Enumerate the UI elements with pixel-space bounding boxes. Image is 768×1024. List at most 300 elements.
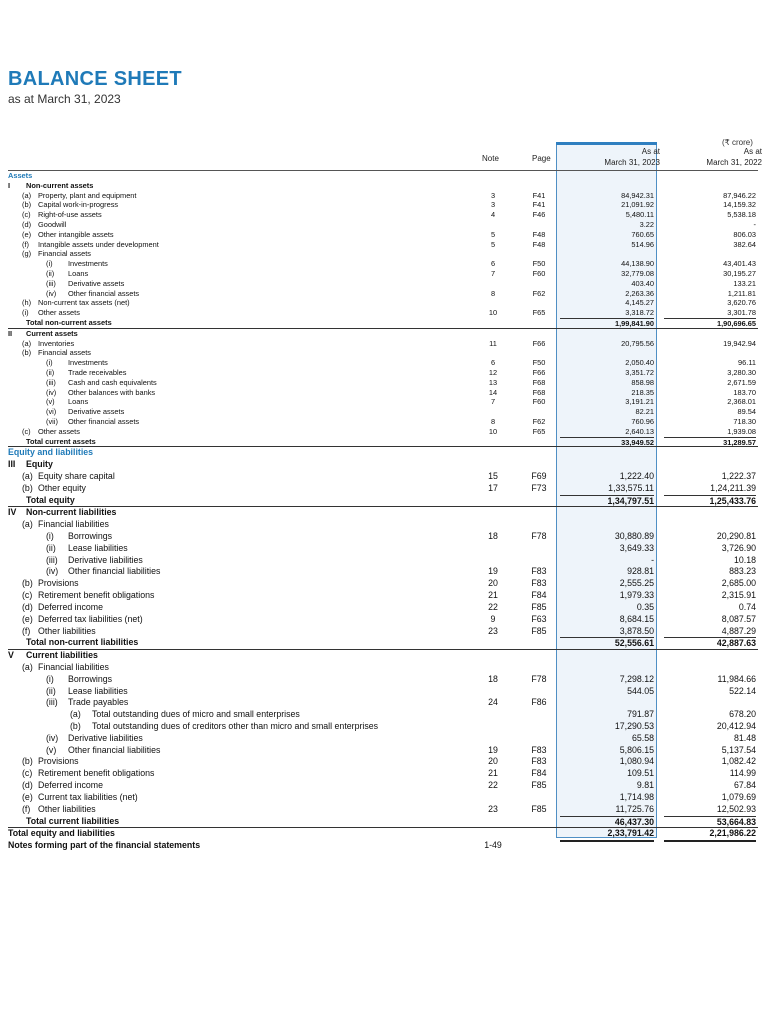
table-row — [8, 339, 758, 349]
row-value-2023: 33,949.52 — [560, 437, 654, 448]
row-label-text: Total current assets — [26, 436, 96, 446]
header-current-year-line1: As at — [641, 147, 660, 156]
row-label — [8, 378, 157, 388]
row-item-letter: (iii) — [46, 278, 56, 288]
row-label-text: Financial liabilities — [38, 519, 109, 530]
row-value-2022: - — [753, 219, 756, 229]
row-label — [8, 686, 128, 698]
row-value-2023: 2,640.13 — [625, 426, 654, 436]
row-item-letter: (b) — [22, 482, 33, 493]
row-label-text: Total outstanding dues of creditors other than micro and small enterprises — [92, 721, 379, 731]
row-item-letter: (i) — [46, 358, 53, 368]
row-value-2023: 1,34,797.51 — [560, 495, 654, 508]
row-value-2023: 3.22 — [639, 219, 654, 229]
row-value-2022: 11,984.66 — [717, 673, 756, 684]
row-label-text: Trade receivables — [68, 367, 127, 377]
table-row — [8, 816, 758, 829]
row-page: F78 — [531, 531, 547, 541]
table-row — [8, 721, 758, 733]
row-value-2023: 2,050.40 — [625, 358, 654, 368]
table-row — [8, 745, 758, 757]
row-value-2023: 928.81 — [627, 566, 654, 577]
table-row — [8, 417, 758, 427]
table-row — [8, 279, 758, 289]
row-label — [8, 543, 128, 555]
row-label-text: Goodwill — [38, 219, 67, 229]
row-item-letter: (v) — [46, 397, 55, 407]
row-page: F83 — [531, 578, 547, 589]
row-value-2022: 12,502.93 — [716, 803, 756, 814]
page-title: BALANCE SHEET — [8, 68, 182, 90]
row-value-2023: 30,880.89 — [614, 531, 654, 541]
row-item-letter: (iii) — [46, 377, 56, 387]
row-label-text: Equity — [26, 459, 53, 470]
row-note: 7 — [490, 397, 496, 407]
row-value-2023: - — [651, 554, 654, 565]
row-value-2023: 44,138.90 — [621, 259, 654, 269]
row-label-text: Other financial assets — [68, 416, 140, 426]
row-item-letter: (f) — [22, 803, 31, 814]
row-item-letter: (f) — [22, 239, 29, 249]
row-label-text: Non-current tax assets (net) — [38, 298, 130, 308]
row-value-2023: 65.58 — [631, 732, 654, 743]
row-item-letter: (a) — [70, 709, 81, 720]
row-label — [8, 329, 78, 339]
top-margin — [0, 0, 768, 66]
row-value-2022: 718.30 — [733, 416, 756, 426]
row-value-2023: 11,725.76 — [615, 803, 654, 814]
row-note: 11 — [489, 338, 497, 348]
row-label — [8, 191, 136, 201]
row-value-2022: 4,887.29 — [721, 625, 756, 636]
row-value-2022: 1,25,433.76 — [664, 495, 756, 508]
row-note: 8 — [490, 416, 496, 426]
row-item-letter: (iv) — [46, 387, 57, 397]
row-page: F85 — [531, 625, 547, 636]
row-item-letter: (ii) — [46, 367, 55, 377]
row-value-2022: 2,671.59 — [727, 377, 756, 387]
row-note: 9 — [490, 613, 496, 624]
table-row — [8, 531, 758, 543]
table-row — [8, 269, 758, 279]
row-label — [8, 650, 98, 662]
row-label-text: Loans — [68, 397, 89, 407]
row-value-2023: 1,080.94 — [619, 756, 654, 767]
table-row — [8, 181, 758, 191]
table-header — [8, 142, 762, 170]
row-page: F48 — [532, 239, 546, 249]
row-page: F46 — [532, 210, 546, 220]
row-item-letter: (e) — [22, 613, 33, 624]
table-row — [8, 171, 758, 181]
row-note: 23 — [488, 803, 498, 814]
table-row — [8, 388, 758, 398]
table-row — [8, 318, 758, 329]
row-value-2023: 21,091.92 — [621, 200, 654, 210]
row-note: 5 — [490, 229, 496, 239]
row-label-text: Retirement benefit obligations — [38, 590, 155, 601]
table-row — [8, 590, 758, 602]
row-value-2023: 17,290.53 — [614, 721, 654, 731]
row-roman-numeral: III — [8, 459, 16, 470]
row-note: 14 — [488, 387, 498, 397]
row-value-2022: 96.11 — [738, 358, 756, 368]
row-item-letter: (c) — [22, 426, 31, 436]
row-label — [8, 259, 108, 269]
table-row — [8, 447, 758, 459]
row-note: 10 — [488, 426, 498, 436]
row-item-letter: (vii) — [46, 416, 58, 426]
row-label-text: Assets — [8, 171, 33, 180]
table-row — [8, 378, 758, 388]
row-value-2023: 52,556.61 — [560, 637, 654, 650]
row-value-2022: 3,726.90 — [721, 542, 756, 553]
row-item-letter: (f) — [22, 625, 31, 636]
row-label-text: Deferred income — [38, 780, 104, 791]
row-value-2022: 133.21 — [733, 278, 756, 288]
table-row — [8, 804, 758, 816]
row-value-2023: 2,33,791.42 — [560, 828, 654, 842]
row-label-text: Total equity and liabilities — [8, 828, 115, 839]
row-note: 24 — [488, 697, 498, 708]
table-row — [8, 397, 758, 407]
row-note: 6 — [490, 259, 496, 269]
row-item-letter: (d) — [22, 219, 32, 229]
row-label-text: Financial liabilities — [38, 661, 109, 672]
row-item-letter: (a) — [22, 519, 33, 530]
row-label-text: Loans — [68, 268, 89, 278]
row-label — [8, 756, 79, 768]
table-row — [8, 329, 758, 339]
table-row — [8, 459, 758, 471]
row-value-2022: 19,942.94 — [723, 338, 756, 348]
row-value-2022: 14,159.32 — [723, 200, 756, 210]
header-previous-year-line1: As at — [743, 147, 762, 156]
row-value-2022: 522.14 — [729, 685, 756, 696]
row-label-text: Borrowings — [68, 531, 113, 541]
row-label-text: Other liabilities — [38, 625, 96, 636]
table-row — [8, 626, 758, 638]
row-label — [8, 471, 115, 483]
row-value-2023: 3,351.72 — [625, 367, 654, 377]
row-label-text: Capital work-in-progress — [38, 200, 119, 210]
header-current-year-line2: March 31, 2023 — [604, 158, 660, 167]
row-label-text: Equity and liabilities — [8, 447, 94, 458]
row-value-2022: 1,082.42 — [721, 756, 756, 767]
row-note: 20 — [488, 756, 498, 767]
row-value-2023: 1,979.33 — [619, 590, 654, 601]
row-roman-numeral: V — [8, 650, 14, 661]
row-item-letter: (d) — [22, 780, 33, 791]
row-value-2022: 1,90,696.65 — [664, 318, 756, 329]
table-row — [8, 437, 758, 448]
row-label — [8, 298, 130, 308]
row-item-letter: (h) — [22, 298, 32, 308]
row-label — [8, 417, 139, 427]
row-value-2022: 883.23 — [729, 566, 756, 577]
row-page: F66 — [532, 338, 546, 348]
row-label — [8, 531, 112, 543]
row-label — [8, 662, 109, 674]
row-label-text: Deferred income — [38, 601, 104, 612]
row-page: F85 — [531, 803, 547, 814]
row-item-letter: (c) — [22, 768, 33, 779]
row-note: 21 — [488, 590, 498, 601]
row-label — [8, 637, 138, 649]
row-item-letter: (i) — [46, 259, 53, 269]
row-label — [8, 459, 53, 471]
row-note: 22 — [488, 601, 498, 612]
row-label-text: Investments — [68, 259, 108, 269]
row-value-2022: 2,368.01 — [727, 397, 756, 407]
table-row — [8, 348, 758, 358]
table-row — [8, 289, 758, 299]
row-item-letter: (iv) — [46, 288, 57, 298]
row-value-2023: 84,942.31 — [621, 190, 654, 200]
row-item-letter: (c) — [22, 590, 33, 601]
row-label-text: Derivative liabilities — [68, 732, 143, 743]
row-note: 23 — [488, 625, 498, 636]
row-value-2023: 20,795.56 — [621, 338, 654, 348]
row-label — [8, 289, 139, 299]
table-row — [8, 578, 758, 590]
table-row — [8, 650, 758, 662]
row-value-2022: 87,946.22 — [723, 190, 756, 200]
row-item-letter: (ii) — [46, 542, 56, 553]
row-page: F86 — [531, 697, 547, 708]
row-value-2023: 3,318.72 — [625, 308, 654, 318]
row-page: F60 — [532, 268, 546, 278]
row-label — [8, 566, 160, 578]
row-note: 6 — [490, 358, 496, 368]
row-value-2022: 3,620.76 — [727, 298, 756, 308]
row-label-text: Financial assets — [38, 249, 91, 259]
table-row — [8, 368, 758, 378]
row-label-text: Other balances with banks — [68, 387, 156, 397]
table-row — [8, 210, 758, 220]
row-roman-numeral: I — [8, 180, 11, 190]
row-label — [8, 495, 75, 507]
balance-sheet-table — [8, 171, 758, 852]
row-label — [8, 828, 115, 840]
row-note: 18 — [488, 531, 498, 541]
row-label-text: Borrowings — [68, 673, 113, 684]
row-value-2022: 1,079.69 — [721, 791, 756, 802]
row-page: F65 — [532, 426, 546, 436]
row-value-2023: 5,480.11 — [625, 210, 654, 220]
page-subtitle: as at March 31, 2023 — [8, 92, 121, 106]
currency-unit: (₹ crore) — [722, 138, 753, 147]
row-note: 18 — [488, 673, 498, 684]
row-item-letter: (e) — [22, 229, 32, 239]
row-label-text: Total current liabilities — [26, 815, 120, 826]
row-page: F41 — [532, 190, 546, 200]
row-item-letter: (g) — [22, 249, 32, 259]
row-item-letter: (iv) — [46, 566, 59, 577]
table-row — [8, 240, 758, 250]
row-value-2022: 10.18 — [733, 554, 756, 565]
row-label-text: Other assets — [38, 426, 80, 436]
row-label-text: Deferred tax liabilities (net) — [38, 613, 143, 624]
row-value-2023: 1,714.98 — [619, 791, 654, 802]
row-label-text: Investments — [68, 358, 108, 368]
row-value-2022: 0.74 — [738, 601, 756, 612]
row-note: 21 — [488, 768, 498, 779]
row-item-letter: (iii) — [46, 697, 58, 708]
row-page: F83 — [531, 566, 547, 577]
row-value-2022: 42,887.63 — [664, 637, 756, 650]
table-row — [8, 543, 758, 555]
table-row — [8, 756, 758, 768]
row-value-2022: 114.99 — [729, 768, 756, 779]
table-row — [8, 519, 758, 531]
row-label — [8, 614, 143, 626]
row-note: 3 — [490, 190, 496, 200]
table-row — [8, 259, 758, 269]
row-item-letter: (b) — [22, 200, 32, 210]
row-value-2022: 183.70 — [733, 387, 756, 397]
row-item-letter: (v) — [46, 744, 57, 755]
row-label-text: Current liabilities — [26, 650, 98, 661]
row-page: F68 — [532, 387, 546, 397]
row-item-letter: (ii) — [46, 268, 55, 278]
row-value-2022: 31,289.57 — [664, 437, 756, 448]
row-value-2023: 3,878.50 — [619, 625, 654, 636]
row-label — [8, 578, 79, 590]
row-page: F65 — [532, 308, 546, 318]
row-label — [8, 590, 154, 602]
row-item-letter: (ii) — [46, 685, 56, 696]
header-current-year — [560, 146, 660, 168]
row-label — [8, 816, 119, 828]
row-label — [8, 792, 138, 804]
row-label — [8, 626, 96, 638]
row-value-2022: 3,301.78 — [727, 308, 756, 318]
row-label — [8, 210, 102, 220]
row-label-text: Non-current assets — [26, 180, 94, 190]
row-item-letter: (a) — [22, 470, 33, 481]
row-item-letter: (i) — [22, 308, 29, 318]
table-row — [8, 507, 758, 519]
table-row — [8, 780, 758, 792]
row-item-letter: (a) — [22, 661, 33, 672]
row-value-2022: 89.54 — [737, 407, 756, 417]
row-label-text: Other assets — [38, 308, 80, 318]
row-value-2023: 46,437.30 — [560, 816, 654, 829]
row-value-2022: 8,087.57 — [721, 613, 756, 624]
table-row — [8, 308, 758, 318]
row-value-2023: 2,555.25 — [619, 578, 654, 589]
row-label — [8, 318, 112, 328]
row-note: 7 — [490, 268, 496, 278]
row-item-letter: (a) — [22, 190, 32, 200]
row-label — [8, 279, 124, 289]
row-value-2023: 218.35 — [631, 387, 654, 397]
row-page: F41 — [532, 200, 546, 210]
row-value-2023: 544.05 — [627, 685, 654, 696]
row-label-text: Right-of-use assets — [38, 210, 102, 220]
row-value-2023: 7,298.12 — [619, 673, 654, 684]
row-value-2023: 1,99,841.90 — [560, 318, 654, 329]
row-label — [8, 745, 160, 757]
row-value-2022: 3,280.30 — [727, 367, 756, 377]
row-label — [8, 397, 88, 407]
row-label-text: Derivative assets — [68, 407, 125, 417]
row-value-2023: 0.35 — [636, 601, 654, 612]
row-label — [8, 721, 378, 733]
row-note: 8 — [490, 288, 496, 298]
row-note: 4 — [490, 210, 496, 220]
row-label-text: Other intangible assets — [38, 229, 114, 239]
table-row — [8, 407, 758, 417]
row-label-text: Other financial liabilities — [68, 744, 161, 755]
table-row — [8, 768, 758, 780]
row-value-2022: 2,21,986.22 — [664, 828, 756, 842]
row-page: F66 — [532, 367, 546, 377]
row-label-text: Provisions — [38, 756, 79, 767]
row-item-letter: (a) — [22, 338, 32, 348]
row-value-2023: 514.96 — [631, 239, 654, 249]
row-page: F83 — [531, 744, 547, 755]
row-label-text: Other equity — [38, 482, 86, 493]
table-row — [8, 840, 758, 852]
header-previous-year — [668, 146, 762, 168]
row-value-2022: 2,685.00 — [721, 578, 756, 589]
row-label — [8, 733, 143, 745]
row-label — [8, 388, 155, 398]
row-value-2022: 806.03 — [733, 229, 756, 239]
row-label — [8, 230, 114, 240]
row-value-2022: 1,222.37 — [721, 470, 756, 481]
row-label-text: Financial assets — [38, 348, 91, 358]
row-value-2022: 81.48 — [733, 732, 756, 743]
row-label-text: Cash and cash equivalents — [68, 377, 157, 387]
row-label — [8, 447, 93, 459]
row-label — [8, 240, 159, 250]
row-label — [8, 437, 96, 447]
row-label — [8, 674, 112, 686]
row-value-2023: 32,779.08 — [621, 268, 654, 278]
row-value-2022: 678.20 — [729, 709, 756, 720]
row-label-text: Inventories — [38, 338, 75, 348]
table-row — [8, 697, 758, 709]
table-row — [8, 602, 758, 614]
row-label — [8, 507, 116, 519]
row-note: 22 — [488, 780, 498, 791]
row-page: F50 — [532, 259, 546, 269]
row-value-2023: 760.65 — [631, 229, 654, 239]
table-row — [8, 298, 758, 308]
table-row — [8, 614, 758, 626]
row-label — [8, 339, 74, 349]
row-value-2023: 4,145.27 — [625, 298, 654, 308]
table-row — [8, 200, 758, 210]
row-label — [8, 308, 80, 318]
row-label — [8, 368, 126, 378]
row-label — [8, 709, 300, 721]
table-row — [8, 709, 758, 721]
row-note: 1-49 — [484, 840, 502, 851]
row-value-2023: 791.87 — [627, 709, 654, 720]
row-value-2022: 53,664.83 — [664, 816, 756, 829]
row-value-2022: 43,401.43 — [723, 259, 756, 269]
row-label-text: Other financial liabilities — [68, 566, 161, 577]
row-value-2023: 1,222.40 — [619, 470, 654, 481]
row-label-text: Other liabilities — [38, 803, 96, 814]
row-roman-numeral: IV — [8, 507, 17, 518]
row-label-text: Lease liabilities — [68, 542, 128, 553]
row-label-text: Non-current liabilities — [26, 507, 117, 518]
